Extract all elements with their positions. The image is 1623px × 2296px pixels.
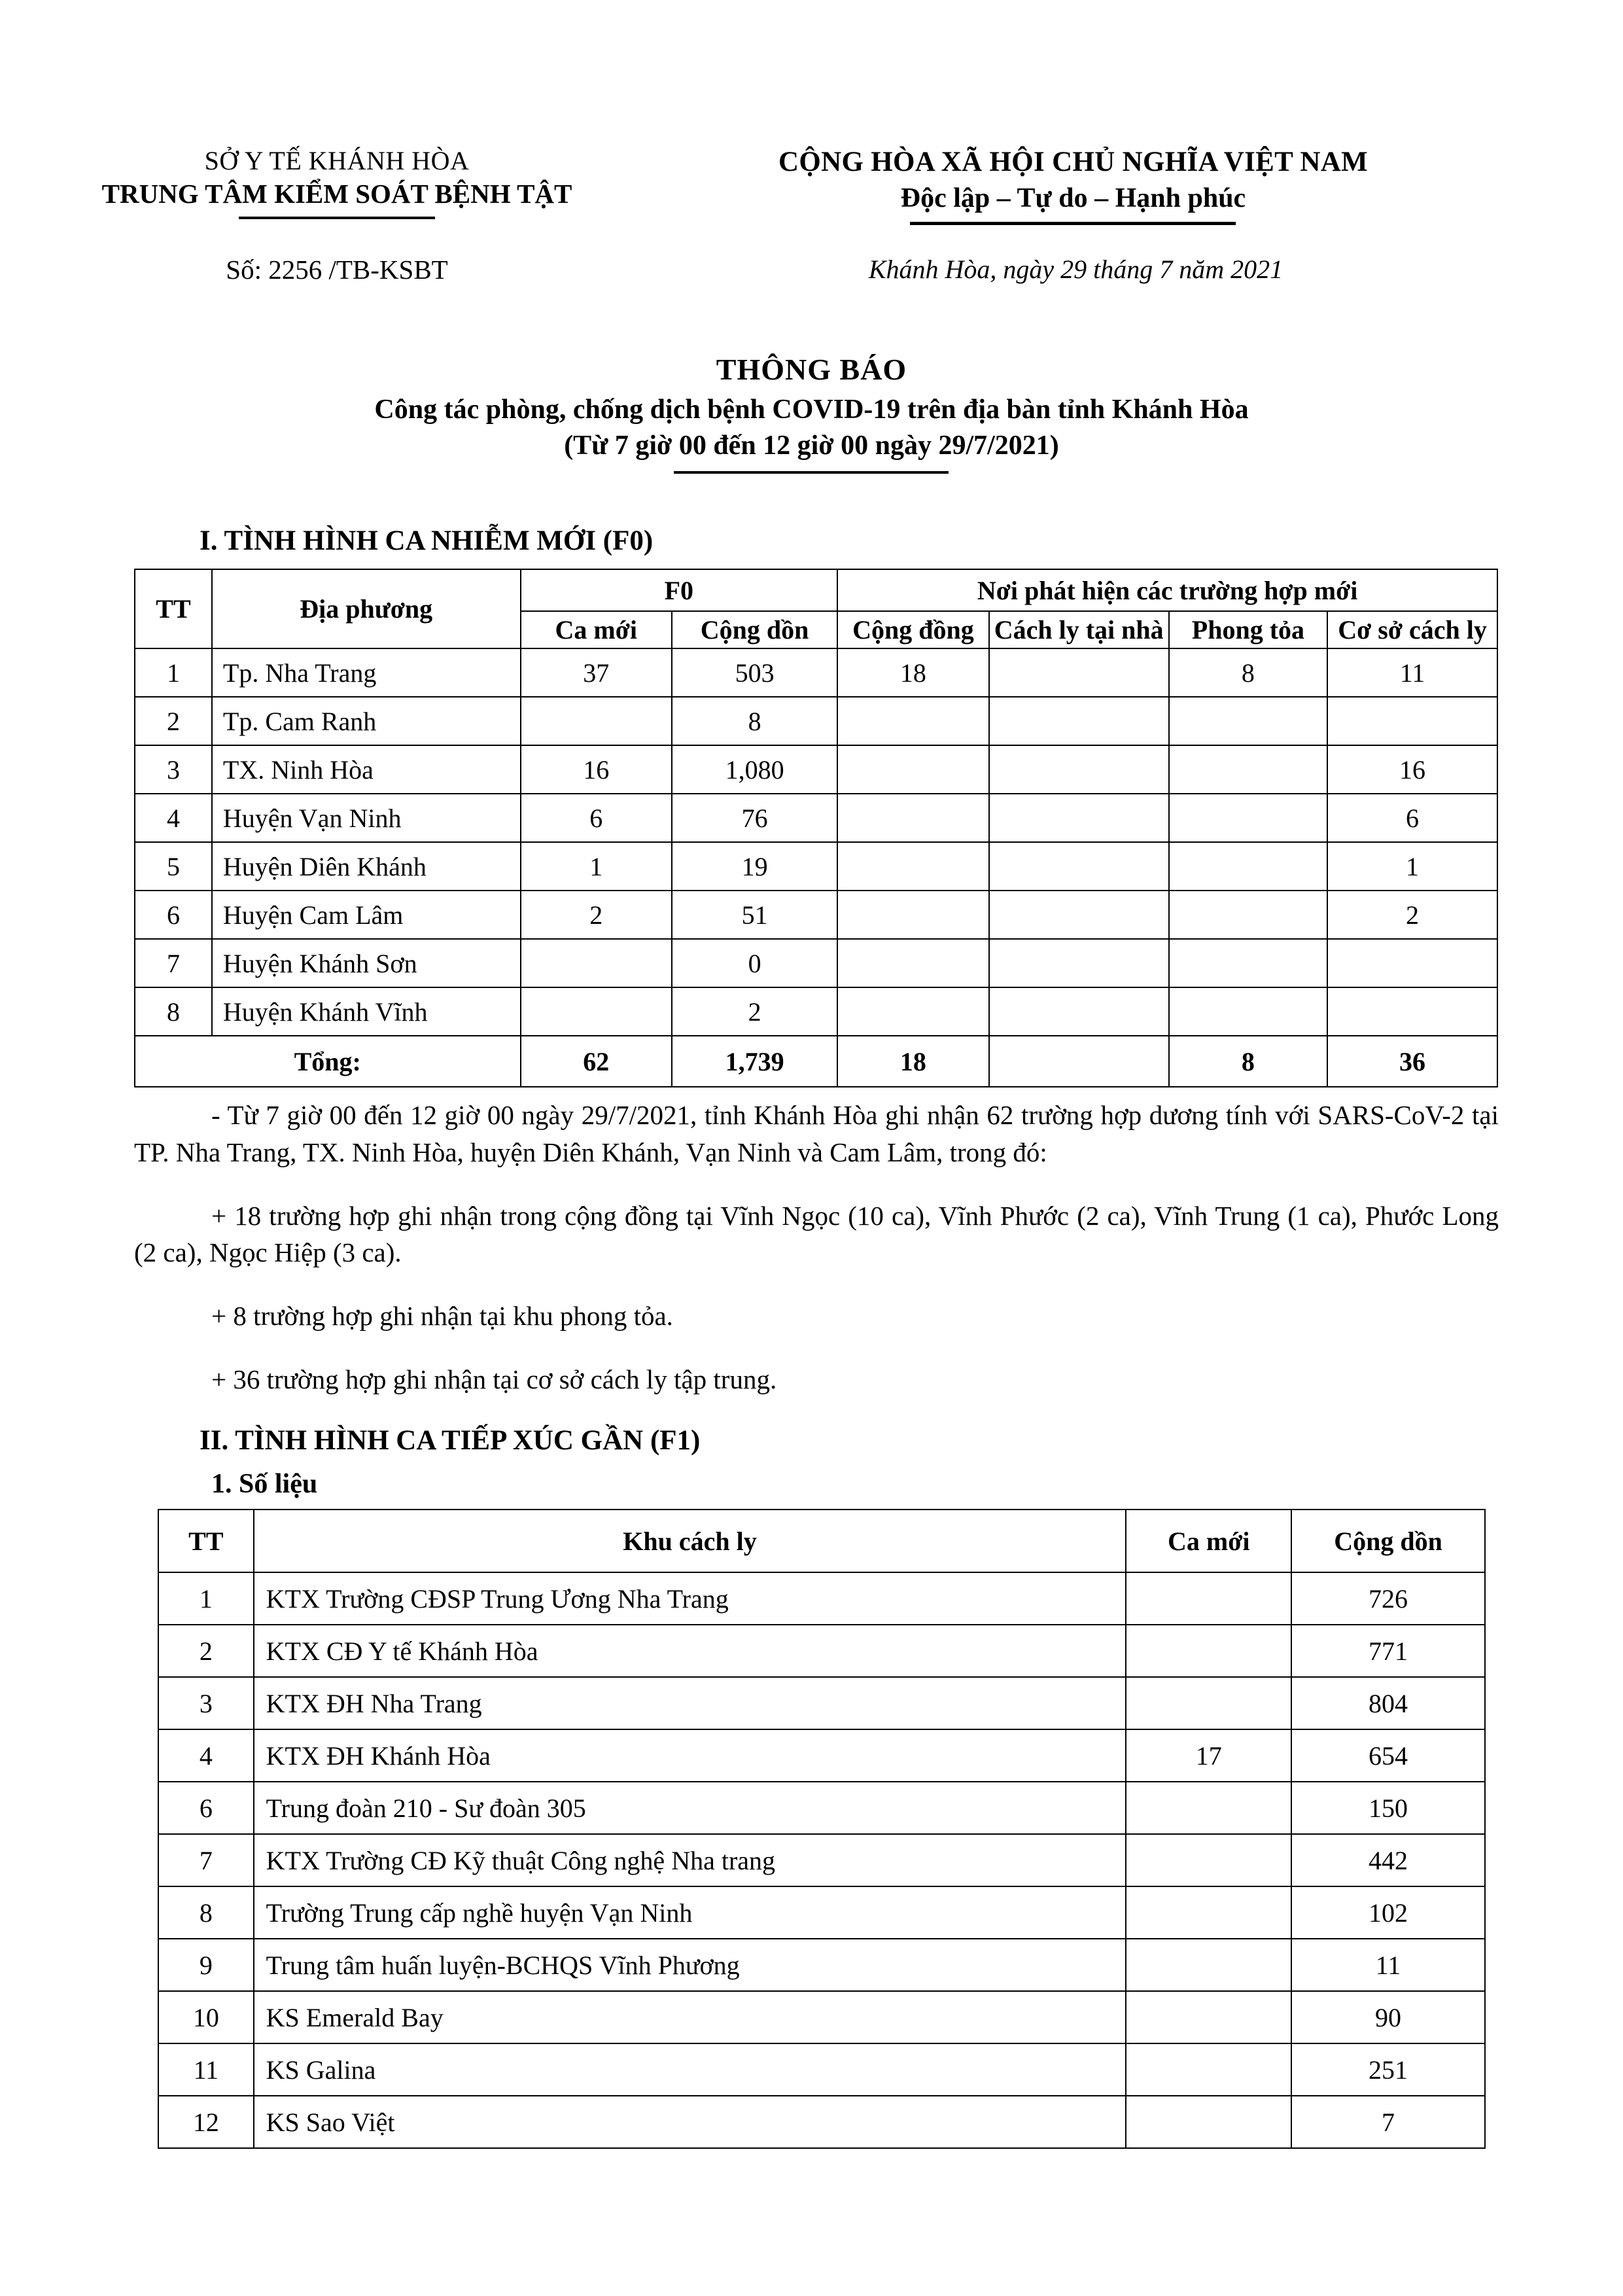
col-header-cumulative: Cộng dồn <box>1291 1510 1485 1572</box>
cell-place: Huyện Vạn Ninh <box>212 794 521 842</box>
table-row <box>135 697 1497 745</box>
col-header-community: Cộng đồng <box>837 611 988 648</box>
cell-lockdown <box>1169 939 1327 987</box>
cell-total-home-quarantine <box>989 1036 1169 1087</box>
cell-tt: 10 <box>158 1991 254 2043</box>
table-row <box>158 1729 1485 1782</box>
cell-tt: 1 <box>135 648 212 697</box>
cell-zone: KTX ĐH Nha Trang <box>254 1677 1126 1729</box>
col-header-tt: TT <box>158 1510 254 1572</box>
cell-new-cases <box>1126 1572 1291 1625</box>
cell-tt: 7 <box>135 939 212 987</box>
cell-tt: 5 <box>135 842 212 891</box>
cell-cumulative: 19 <box>672 842 837 891</box>
cell-cumulative: 90 <box>1291 1991 1485 2043</box>
document-body <box>0 525 1623 2149</box>
f0-table-body <box>135 648 1497 1087</box>
cell-quarantine-facility <box>1327 939 1497 987</box>
table-row <box>158 1886 1485 1939</box>
table-row <box>158 1782 1485 1834</box>
table-row <box>158 1939 1485 1991</box>
cell-new-cases <box>1126 1991 1291 2043</box>
cell-quarantine-facility: 11 <box>1327 648 1497 697</box>
f1-table <box>158 1509 1486 2149</box>
table-row <box>135 794 1497 842</box>
cell-new-cases <box>1126 1677 1291 1729</box>
center-name: TRUNG TÂM KIỂM SOÁT BỆNH TẬT <box>102 177 572 210</box>
cell-place: TX. Ninh Hòa <box>212 745 521 794</box>
cell-new-cases <box>521 697 672 745</box>
document-number: Số: 2256 /TB-KSBT <box>226 254 448 285</box>
cell-zone: Trung đoàn 210 - Sư đoàn 305 <box>254 1782 1126 1834</box>
cell-cumulative: 2 <box>672 987 837 1036</box>
cell-new-cases: 2 <box>521 891 672 939</box>
cell-zone: KTX CĐ Y tế Khánh Hòa <box>254 1625 1126 1677</box>
cell-home-quarantine <box>989 794 1169 842</box>
cell-quarantine-facility <box>1327 697 1497 745</box>
table-row <box>158 1677 1485 1729</box>
cell-community <box>837 842 988 891</box>
col-header-place: Địa phương <box>212 569 521 648</box>
place-and-date: Khánh Hòa, ngày 29 tháng 7 năm 2021 <box>868 254 1283 284</box>
col-header-new-cases: Ca mới <box>521 611 672 648</box>
table-total-row <box>135 1036 1497 1087</box>
section-heading-1: I. TÌNH HÌNH CA NHIỄM MỚI (F0) <box>200 525 654 557</box>
cell-new-cases <box>521 987 672 1036</box>
cell-zone: KTX Trường CĐ Kỹ thuật Công nghệ Nha trang <box>254 1834 1126 1886</box>
national-motto <box>674 145 1623 216</box>
f1-table-header-row <box>158 1510 1485 1572</box>
paragraph-community-cases: + 18 trường hợp ghi nhận trong cộng đồng tại Vĩnh Ngọc (10 ca), Vĩnh Phước (2 ca), Vĩnh Trung (1 ca), Phước Long (2 ca), Ngọc Hiệp (3 ca). <box>134 1200 1499 1267</box>
cell-tt: 2 <box>158 1625 254 1677</box>
cell-cumulative: 150 <box>1291 1782 1485 1834</box>
f0-table <box>134 569 1498 1087</box>
table-row <box>158 1834 1485 1886</box>
cell-lockdown <box>1169 891 1327 939</box>
cell-community <box>837 891 988 939</box>
cell-place: Huyện Diên Khánh <box>212 842 521 891</box>
table-row <box>158 2096 1485 2148</box>
document-meta <box>0 254 1623 285</box>
cell-zone: Trường Trung cấp nghề huyện Vạn Ninh <box>254 1886 1126 1939</box>
cell-community <box>837 987 988 1036</box>
cell-community <box>837 745 988 794</box>
cell-tt: 12 <box>158 2096 254 2148</box>
issuing-organization <box>0 145 674 216</box>
paragraph-summary: - Từ 7 giờ 00 đến 12 giờ 00 ngày 29/7/2021, tỉnh Khánh Hòa ghi nhận 62 trường hợp dương tính với SARS-CoV-2 tại TP. Nha Trang, TX. Ninh Hòa, huyện Diên Khánh, Vạn Ninh và Cam Lâm, trong đó: <box>134 1100 1499 1167</box>
table-row <box>158 1625 1485 1677</box>
cell-zone: KTX ĐH Khánh Hòa <box>254 1729 1126 1782</box>
cell-new-cases <box>1126 1834 1291 1886</box>
f1-table-wrapper <box>134 1509 1499 2149</box>
cell-zone: KS Sao Việt <box>254 2096 1126 2148</box>
paragraph-lockdown-cases: + 8 trường hợp ghi nhận tại khu phong tỏa. <box>211 1301 673 1331</box>
cell-cumulative: 7 <box>1291 2096 1485 2148</box>
cell-home-quarantine <box>989 842 1169 891</box>
cell-cumulative: 11 <box>1291 1939 1485 1991</box>
section-heading-2: II. TÌNH HÌNH CA TIẾP XÚC GẦN (F1) <box>200 1425 701 1457</box>
cell-place: Tp. Cam Ranh <box>212 697 521 745</box>
cell-community <box>837 794 988 842</box>
cell-cumulative: 8 <box>672 697 837 745</box>
cell-new-cases: 6 <box>521 794 672 842</box>
cell-home-quarantine <box>989 939 1169 987</box>
cell-quarantine-facility: 6 <box>1327 794 1497 842</box>
cell-new-cases <box>1126 1625 1291 1677</box>
table-row <box>135 987 1497 1036</box>
cell-tt: 3 <box>158 1677 254 1729</box>
col-header-quarantine-zone: Khu cách ly <box>254 1510 1126 1572</box>
cell-lockdown: 8 <box>1169 648 1327 697</box>
cell-tt: 11 <box>158 2043 254 2096</box>
cell-cumulative: 1,080 <box>672 745 837 794</box>
table-row <box>135 842 1497 891</box>
cell-total-community: 18 <box>837 1036 988 1087</box>
country-name: CỘNG HÒA XÃ HỘI CHỦ NGHĨA VIỆT NAM <box>778 147 1368 177</box>
letterhead <box>0 0 1623 216</box>
cell-cumulative: 442 <box>1291 1834 1485 1886</box>
cell-place: Huyện Khánh Vĩnh <box>212 987 521 1036</box>
col-group-header-detection: Nơi phát hiện các trường hợp mới <box>837 569 1497 611</box>
table-row <box>158 2043 1485 2096</box>
cell-total-label: Tổng: <box>135 1036 521 1087</box>
col-header-tt: TT <box>135 569 212 648</box>
cell-total-new-cases: 62 <box>521 1036 672 1087</box>
cell-cumulative: 102 <box>1291 1886 1485 1939</box>
cell-lockdown <box>1169 697 1327 745</box>
cell-new-cases: 16 <box>521 745 672 794</box>
paragraph-facility-cases: + 36 trường hợp ghi nhận tại cơ sở cách ly tập trung. <box>211 1364 777 1395</box>
title-timerange: (Từ 7 giờ 00 đến 12 giờ 00 ngày 29/7/2021) <box>564 428 1059 464</box>
title-block <box>0 351 1623 464</box>
col-header-new-cases: Ca mới <box>1126 1510 1291 1572</box>
cell-tt: 7 <box>158 1834 254 1886</box>
cell-new-cases <box>1126 1939 1291 1991</box>
cell-quarantine-facility: 1 <box>1327 842 1497 891</box>
table-row <box>158 1991 1485 2043</box>
cell-total-cumulative: 1,739 <box>672 1036 837 1087</box>
cell-zone: KS Galina <box>254 2043 1126 2096</box>
f0-table-wrapper <box>134 569 1499 1087</box>
cell-total-lockdown: 8 <box>1169 1036 1327 1087</box>
cell-new-cases <box>1126 2043 1291 2096</box>
cell-place: Huyện Cam Lâm <box>212 891 521 939</box>
cell-quarantine-facility: 2 <box>1327 891 1497 939</box>
table-row <box>135 939 1497 987</box>
cell-tt: 4 <box>135 794 212 842</box>
cell-zone: Trung tâm huấn luyện-BCHQS Vĩnh Phương <box>254 1939 1126 1991</box>
page-title: THÔNG BÁO <box>716 352 907 386</box>
table-row <box>135 745 1497 794</box>
cell-tt: 9 <box>158 1939 254 1991</box>
cell-place: Huyện Khánh Sơn <box>212 939 521 987</box>
motto-text: Độc lập – Tự do – Hạnh phúc <box>901 182 1246 215</box>
cell-cumulative: 726 <box>1291 1572 1485 1625</box>
table-row <box>158 1572 1485 1625</box>
cell-quarantine-facility: 16 <box>1327 745 1497 794</box>
col-header-quarantine-facility: Cơ sở cách ly <box>1327 611 1497 648</box>
title-subtitle: Công tác phòng, chống dịch bệnh COVID-19 trên địa bàn tỉnh Khánh Hòa <box>374 395 1249 425</box>
cell-new-cases <box>1126 2096 1291 2148</box>
cell-home-quarantine <box>989 697 1169 745</box>
cell-tt: 6 <box>158 1782 254 1834</box>
col-header-home-quarantine: Cách ly tại nhà <box>989 611 1169 648</box>
col-header-lockdown: Phong tỏa <box>1169 611 1327 648</box>
cell-cumulative: 51 <box>672 891 837 939</box>
cell-cumulative: 76 <box>672 794 837 842</box>
cell-zone: KS Emerald Bay <box>254 1991 1126 2043</box>
table-row <box>135 648 1497 697</box>
cell-tt: 1 <box>158 1572 254 1625</box>
cell-home-quarantine <box>989 648 1169 697</box>
cell-quarantine-facility <box>1327 987 1497 1036</box>
cell-tt: 6 <box>135 891 212 939</box>
cell-community: 18 <box>837 648 988 697</box>
cell-cumulative: 654 <box>1291 1729 1485 1782</box>
cell-cumulative: 804 <box>1291 1677 1485 1729</box>
cell-cumulative: 503 <box>672 648 837 697</box>
cell-place: Tp. Nha Trang <box>212 648 521 697</box>
col-group-header-f0: F0 <box>521 569 838 611</box>
department-name: SỞ Y TẾ KHÁNH HÒA <box>204 146 470 175</box>
col-header-cumulative: Cộng dồn <box>672 611 837 648</box>
cell-home-quarantine <box>989 891 1169 939</box>
cell-lockdown <box>1169 794 1327 842</box>
cell-new-cases: 37 <box>521 648 672 697</box>
cell-home-quarantine <box>989 987 1169 1036</box>
cell-tt: 2 <box>135 697 212 745</box>
cell-tt: 3 <box>135 745 212 794</box>
f1-table-body <box>158 1572 1485 2148</box>
table-row <box>135 891 1497 939</box>
cell-cumulative: 771 <box>1291 1625 1485 1677</box>
subsection-heading-data: 1. Số liệu <box>211 1469 318 1500</box>
cell-new-cases <box>521 939 672 987</box>
cell-cumulative: 251 <box>1291 2043 1485 2096</box>
cell-home-quarantine <box>989 745 1169 794</box>
cell-tt: 8 <box>135 987 212 1036</box>
cell-community <box>837 939 988 987</box>
cell-new-cases: 1 <box>521 842 672 891</box>
cell-community <box>837 697 988 745</box>
cell-lockdown <box>1169 987 1327 1036</box>
cell-tt: 4 <box>158 1729 254 1782</box>
cell-new-cases: 17 <box>1126 1729 1291 1782</box>
cell-tt: 8 <box>158 1886 254 1939</box>
cell-cumulative: 0 <box>672 939 837 987</box>
cell-lockdown <box>1169 842 1327 891</box>
cell-zone: KTX Trường CĐSP Trung Ương Nha Trang <box>254 1572 1126 1625</box>
cell-total-quarantine-facility: 36 <box>1327 1036 1497 1087</box>
cell-new-cases <box>1126 1782 1291 1834</box>
cell-new-cases <box>1126 1886 1291 1939</box>
cell-lockdown <box>1169 745 1327 794</box>
f0-table-header-group-row <box>135 569 1497 611</box>
